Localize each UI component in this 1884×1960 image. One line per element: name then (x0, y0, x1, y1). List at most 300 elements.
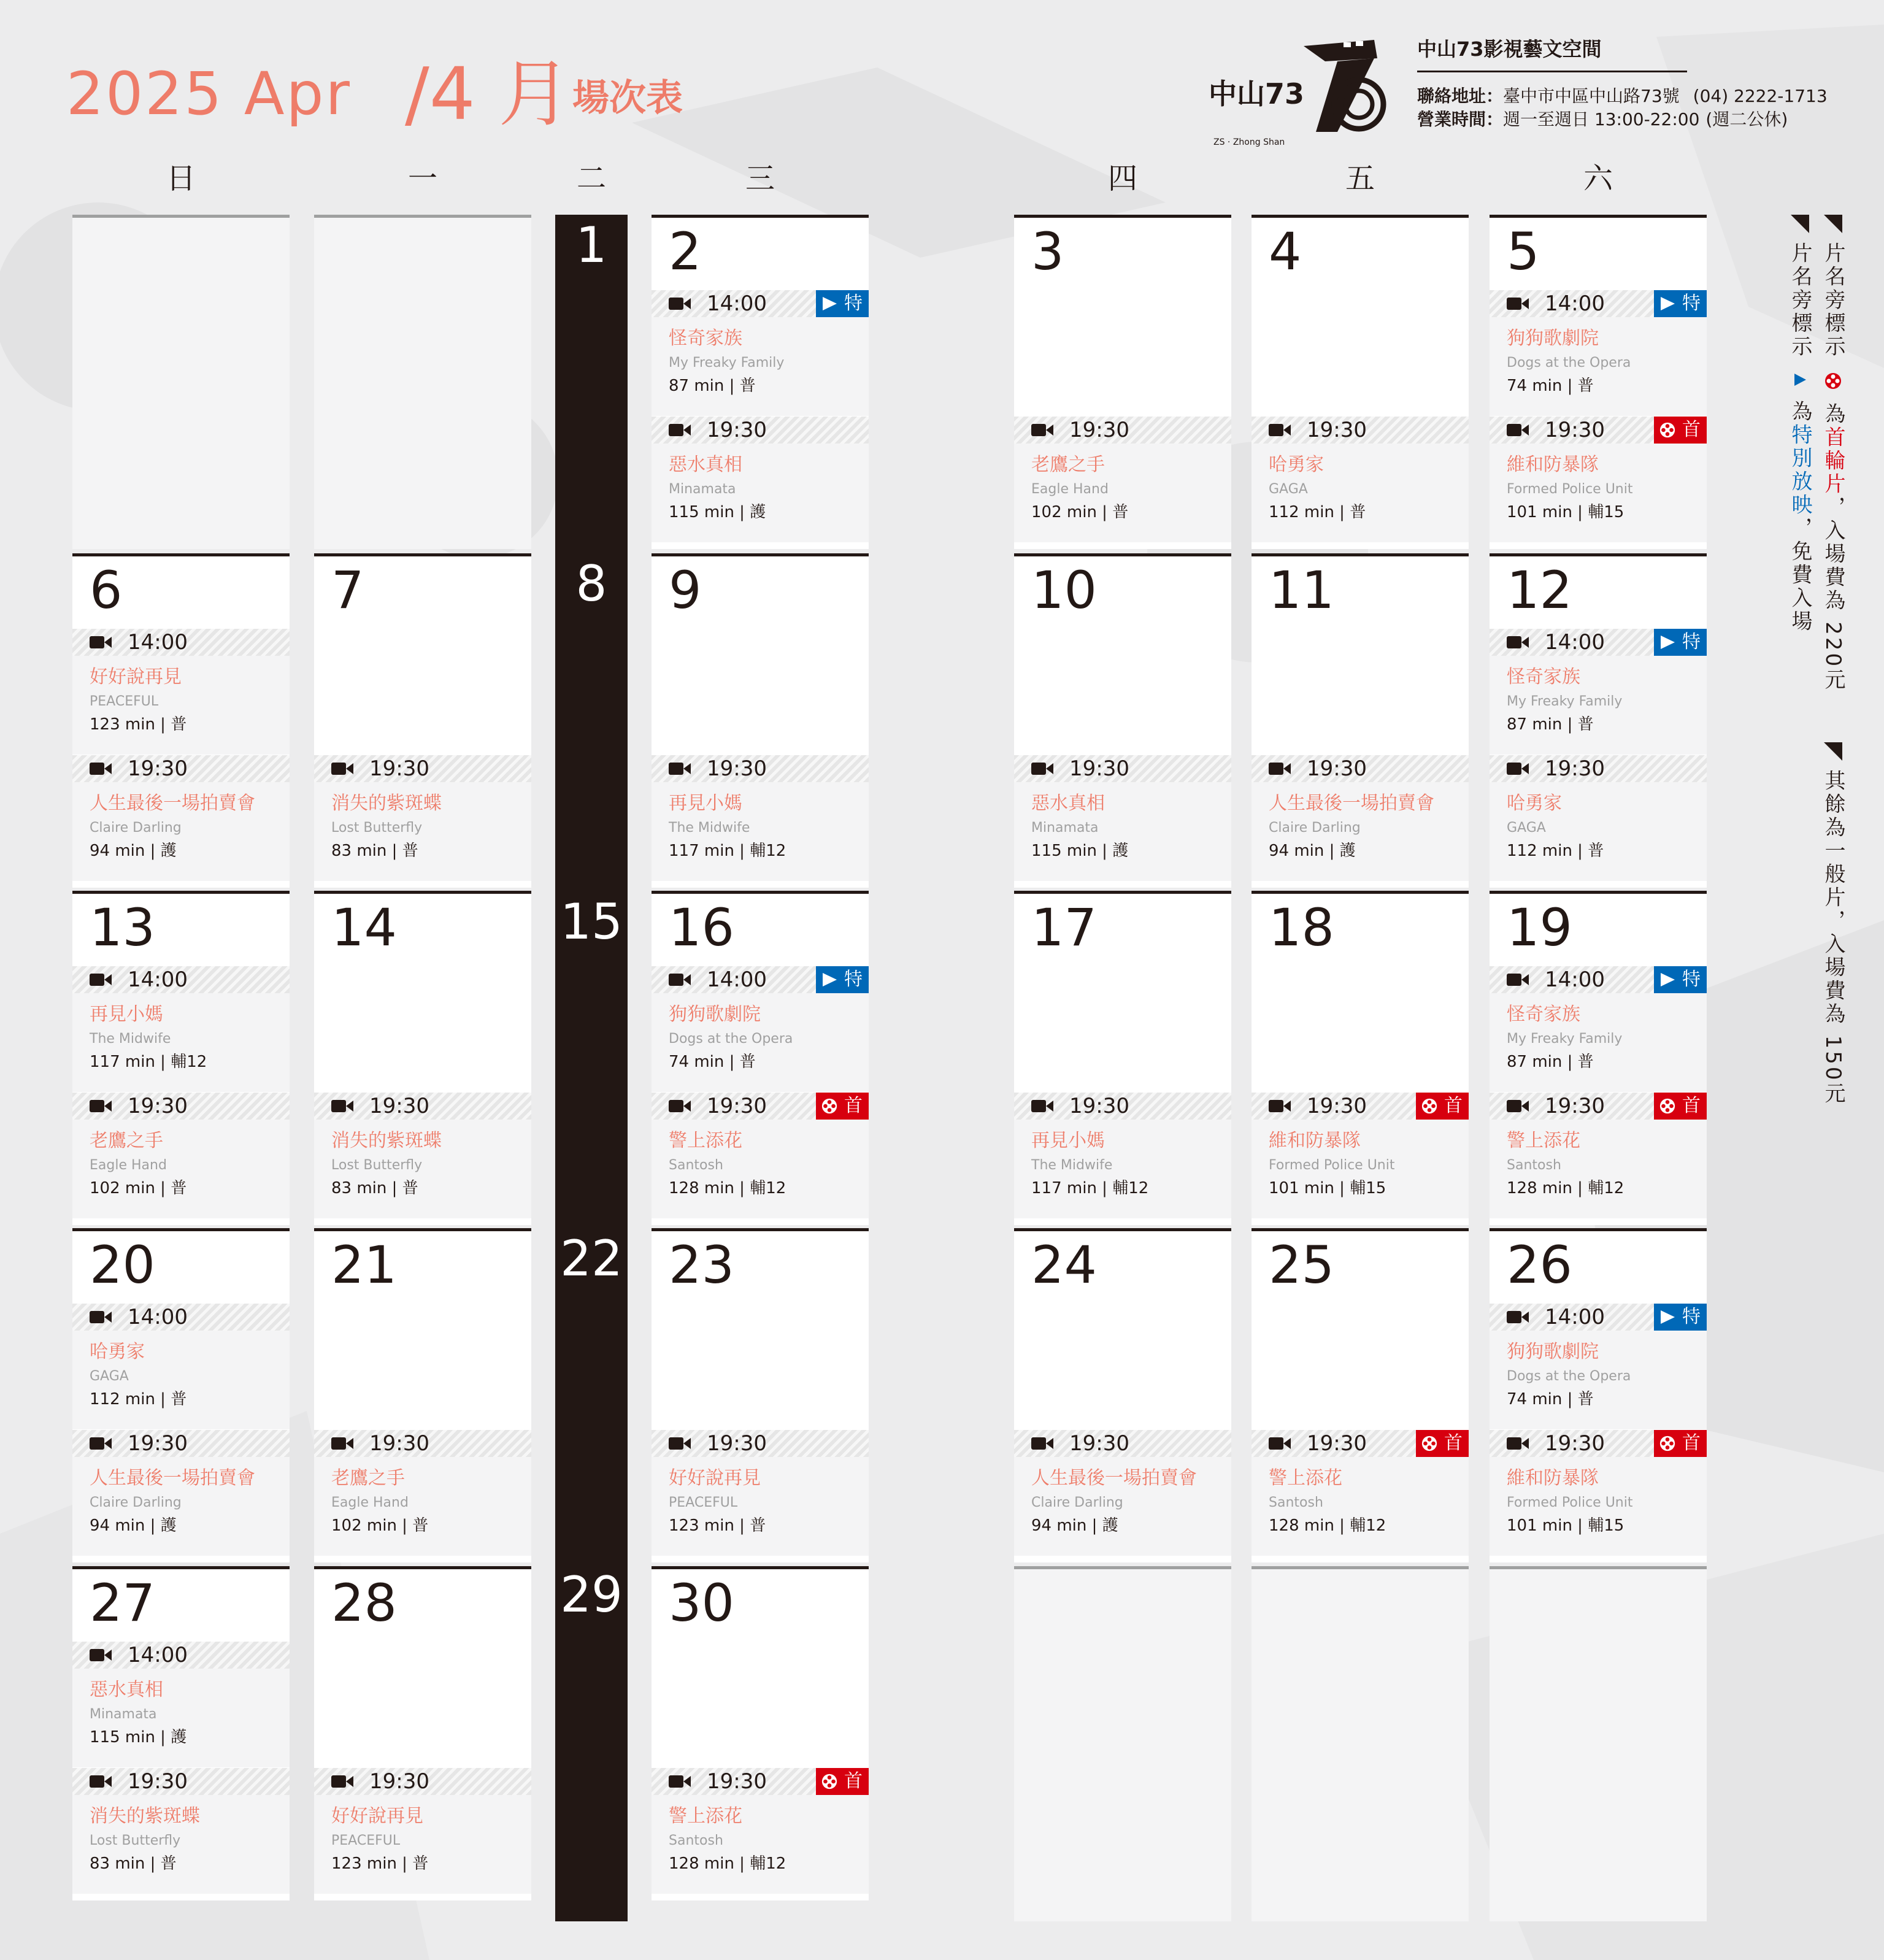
screening[interactable] (652, 966, 869, 1092)
time-bar (72, 755, 290, 782)
film-title-en: Santosh (669, 1833, 723, 1848)
tuesday-date: 22 (560, 1230, 623, 1287)
time-bar (652, 1768, 869, 1795)
logo-mark-icon (1301, 34, 1386, 138)
screening-time: 19:30 (707, 1094, 767, 1118)
screening[interactable] (314, 1430, 531, 1556)
day-cell (1490, 891, 1707, 1225)
video-camera-icon (90, 1647, 112, 1663)
screening[interactable] (1252, 1430, 1469, 1556)
film-title-zh: 維和防暴隊 (1507, 454, 1599, 475)
logo-text: 中山73 (1209, 77, 1305, 110)
time-bar (72, 1304, 290, 1331)
day-number: 30 (669, 1573, 734, 1633)
special-screening-badge: 特 (1654, 1304, 1707, 1331)
film-runtime-rating: 94 min | 護 (90, 1516, 177, 1535)
screening[interactable] (1490, 629, 1707, 755)
film-title-en: Claire Darling (90, 820, 182, 836)
first-run-badge: 首 (1416, 1430, 1469, 1457)
video-camera-icon (669, 422, 691, 438)
screening[interactable] (652, 290, 869, 416)
screening[interactable] (652, 1768, 869, 1894)
tuesday-date: 29 (560, 1566, 623, 1623)
film-reel-icon (821, 1773, 838, 1790)
screening-time: 14:00 (128, 967, 188, 992)
film-runtime-rating: 87 min | 普 (1507, 1053, 1594, 1071)
film-runtime-rating: 87 min | 普 (1507, 715, 1594, 734)
screening[interactable] (72, 755, 290, 881)
video-camera-icon (331, 761, 353, 777)
day-number: 9 (669, 560, 702, 620)
divider (1417, 71, 1687, 72)
time-bar (72, 1093, 290, 1120)
logo-subtext: ZS · Zhong Shan (1213, 137, 1285, 147)
film-title-en: GAGA (1269, 482, 1308, 497)
day-number: 25 (1269, 1235, 1334, 1295)
day-number: 7 (331, 560, 364, 620)
empty-day-cell (1490, 1566, 1707, 1921)
film-runtime-rating: 94 min | 護 (1031, 1516, 1118, 1535)
time-bar (1490, 1093, 1707, 1120)
screening[interactable] (1014, 1430, 1231, 1556)
film-runtime-rating: 123 min | 普 (331, 1854, 429, 1873)
screening[interactable] (652, 1093, 869, 1218)
day-cell (314, 553, 531, 888)
special-screening-badge: 特 (816, 966, 869, 993)
film-title-zh: 再見小媽 (1031, 1130, 1105, 1151)
screening[interactable] (72, 1304, 290, 1429)
screening-time: 19:30 (707, 1769, 767, 1794)
film-title-en: My Freaky Family (1507, 694, 1623, 709)
special-screening-badge: 特 (1654, 629, 1707, 656)
venue-name: 中山73影視藝文空間 (1417, 37, 1602, 61)
time-bar (1490, 755, 1707, 782)
film-title-en: Lost Butterfly (331, 820, 423, 836)
time-bar (1014, 1093, 1231, 1120)
screening-time: 19:30 (128, 1769, 188, 1794)
screening[interactable] (72, 1768, 290, 1894)
film-runtime-rating: 123 min | 普 (669, 1516, 766, 1535)
title-schedule: 場次表 (572, 77, 683, 120)
film-title-en: The Midwife (669, 820, 750, 836)
day-number: 11 (1269, 560, 1334, 620)
day-cell (72, 553, 290, 888)
film-title-zh: 老鷹之手 (90, 1130, 163, 1151)
screening[interactable] (1014, 417, 1231, 542)
weekday-sun: 日 (166, 161, 196, 196)
first-run-badge: 首 (1654, 1430, 1707, 1457)
weekday-sat: 六 (1583, 161, 1613, 196)
day-number: 16 (669, 897, 734, 958)
film-title-en: GAGA (1507, 820, 1546, 836)
film-title-zh: 警上添花 (669, 1130, 742, 1151)
screening-time: 14:00 (707, 967, 767, 992)
tuesday-date: 15 (560, 893, 623, 950)
time-bar (72, 1768, 290, 1795)
film-runtime-rating: 128 min | 輔12 (1507, 1179, 1624, 1197)
video-camera-icon (669, 1774, 691, 1789)
legend-special: 片名旁標示 為特別放映，免費入場 (1786, 215, 1814, 633)
film-runtime-rating: 74 min | 普 (669, 1053, 756, 1071)
film-title-zh: 好好說再見 (90, 666, 182, 688)
film-title-en: Dogs at the Opera (669, 1031, 793, 1047)
screening[interactable] (1490, 1430, 1707, 1556)
time-bar (652, 755, 869, 782)
film-title-en: Minamata (1031, 820, 1099, 836)
screening-time: 19:30 (1545, 1094, 1605, 1118)
play-icon (1659, 972, 1676, 988)
film-title-en: The Midwife (90, 1031, 171, 1047)
screening[interactable] (314, 1768, 531, 1894)
screening[interactable] (1490, 1093, 1707, 1218)
film-title-zh: 怪奇家族 (1507, 666, 1580, 688)
day-cell (1252, 553, 1469, 888)
screening-time: 19:30 (369, 1769, 429, 1794)
time-bar (1252, 1430, 1469, 1457)
time-bar (1490, 290, 1707, 317)
time-bar (1490, 966, 1707, 993)
film-title-en: Santosh (669, 1158, 723, 1173)
legend-general: 其餘為一般片，入場費為 150元 (1819, 742, 1847, 1106)
empty-day-cell (72, 215, 290, 549)
screening[interactable] (314, 1093, 531, 1218)
day-number: 13 (90, 897, 155, 958)
film-title-en: Formed Police Unit (1507, 1495, 1633, 1510)
day-cell (72, 1566, 290, 1900)
hours-label: 營業時間： (1417, 109, 1504, 129)
screening-time: 19:30 (1069, 418, 1129, 442)
time-bar (314, 1430, 531, 1457)
time-bar (1490, 417, 1707, 444)
video-camera-icon (331, 1098, 353, 1114)
film-title-zh: 好好說再見 (669, 1467, 761, 1489)
tuesday-date: 8 (575, 555, 607, 612)
screening[interactable] (314, 755, 531, 881)
day-number: 3 (1031, 221, 1064, 282)
film-title-zh: 惡水真相 (669, 454, 742, 475)
first-run-badge: 首 (1654, 417, 1707, 444)
screening[interactable] (1014, 755, 1231, 881)
screening[interactable] (72, 1642, 290, 1767)
weekday-thu: 四 (1107, 161, 1137, 196)
video-camera-icon (331, 1435, 353, 1451)
play-icon (1659, 296, 1676, 312)
video-camera-icon (1507, 422, 1529, 438)
film-reel-icon (1421, 1097, 1438, 1115)
film-title-zh: 哈勇家 (1269, 454, 1324, 475)
special-screening-badge: 特 (816, 290, 869, 317)
film-runtime-rating: 117 min | 輔12 (1031, 1179, 1149, 1197)
film-title-zh: 人生最後一場拍賣會 (1031, 1467, 1197, 1489)
day-cell (314, 891, 531, 1225)
film-title-zh: 哈勇家 (90, 1341, 145, 1362)
screening[interactable] (72, 966, 290, 1092)
address-row (1417, 85, 1828, 108)
screening-time: 19:30 (1545, 756, 1605, 781)
film-title-en: Eagle Hand (90, 1158, 167, 1173)
video-camera-icon (90, 1309, 112, 1325)
film-runtime-rating: 102 min | 普 (90, 1179, 187, 1197)
film-title-zh: 怪奇家族 (1507, 1004, 1580, 1025)
screening[interactable] (72, 629, 290, 755)
screening[interactable] (652, 755, 869, 881)
video-camera-icon (90, 972, 112, 988)
legend-first-run: 片名旁標示 為首輪片，入場費為 220元 (1819, 215, 1847, 692)
first-run-badge: 首 (1416, 1093, 1469, 1120)
screening-time: 19:30 (1307, 756, 1367, 781)
film-title-zh: 維和防暴隊 (1269, 1130, 1361, 1151)
play-icon (1659, 1309, 1676, 1325)
play-icon (821, 296, 838, 312)
day-cell (652, 1566, 869, 1900)
film-runtime-rating: 112 min | 普 (1269, 503, 1366, 521)
screening[interactable] (1490, 417, 1707, 542)
empty-day-cell (1252, 1566, 1469, 1921)
play-icon (821, 972, 838, 988)
hours-row (1417, 108, 1828, 131)
screening-time: 19:30 (1307, 1094, 1367, 1118)
film-title-zh: 惡水真相 (1031, 793, 1105, 814)
video-camera-icon (669, 1435, 691, 1451)
video-camera-icon (1507, 634, 1529, 650)
film-title-en: My Freaky Family (1507, 1031, 1623, 1047)
video-camera-icon (1507, 972, 1529, 988)
film-title-en: Eagle Hand (1031, 482, 1109, 497)
screening-time: 14:00 (1545, 630, 1605, 655)
day-number: 14 (331, 897, 397, 958)
empty-day-cell (314, 215, 531, 549)
weekday-tue: 二 (576, 161, 606, 196)
screening-time: 19:30 (707, 756, 767, 781)
film-reel-icon (821, 1097, 838, 1115)
day-cell (1014, 553, 1231, 888)
screening-time: 19:30 (1069, 756, 1129, 781)
film-title-zh: 狗狗歌劇院 (1507, 328, 1599, 349)
time-bar (314, 755, 531, 782)
film-title-en: Santosh (1269, 1495, 1323, 1510)
screening[interactable] (1252, 755, 1469, 881)
time-bar (1252, 417, 1469, 444)
screening-time: 19:30 (1545, 418, 1605, 442)
film-title-zh: 警上添花 (1507, 1130, 1580, 1151)
film-title-zh: 好好說再見 (331, 1805, 423, 1827)
film-title-en: PEACEFUL (669, 1495, 738, 1510)
video-camera-icon (669, 761, 691, 777)
weekday-fri: 五 (1345, 161, 1375, 196)
day-cell (72, 1228, 290, 1562)
film-title-zh: 老鷹之手 (331, 1467, 405, 1489)
screening[interactable] (1252, 417, 1469, 542)
video-camera-icon (669, 972, 691, 988)
day-number: 20 (90, 1235, 155, 1295)
film-title-zh: 惡水真相 (90, 1679, 163, 1701)
video-camera-icon (1031, 1098, 1053, 1114)
tuesday-closed-column (555, 215, 628, 1921)
video-camera-icon (90, 634, 112, 650)
film-runtime-rating: 83 min | 普 (331, 1179, 418, 1197)
film-title-en: PEACEFUL (90, 694, 159, 709)
screening-time: 14:00 (128, 1643, 188, 1667)
film-title-en: Dogs at the Opera (1507, 355, 1631, 371)
video-camera-icon (331, 1774, 353, 1789)
screening[interactable] (1252, 1093, 1469, 1218)
screening-time: 19:30 (128, 1094, 188, 1118)
day-cell (652, 1228, 869, 1562)
venue-info (1417, 34, 1828, 131)
film-title-en: Claire Darling (1269, 820, 1361, 836)
screening[interactable] (1490, 966, 1707, 1092)
video-camera-icon (1269, 1098, 1291, 1114)
screening[interactable] (652, 1430, 869, 1556)
closed-day: (週二公休) (1705, 109, 1788, 129)
video-camera-icon (90, 1435, 112, 1451)
film-title-zh: 狗狗歌劇院 (1507, 1341, 1599, 1362)
day-cell (314, 1228, 531, 1562)
screening-time: 19:30 (369, 756, 429, 781)
video-camera-icon (1031, 761, 1053, 777)
video-camera-icon (1507, 1309, 1529, 1325)
title-year-month: 2025 Apr (66, 60, 352, 128)
film-runtime-rating: 128 min | 輔12 (1269, 1516, 1386, 1535)
time-bar (314, 1768, 531, 1795)
screening[interactable] (72, 1430, 290, 1556)
time-bar (1490, 1430, 1707, 1457)
film-runtime-rating: 117 min | 輔12 (90, 1053, 207, 1071)
film-runtime-rating: 83 min | 普 (331, 842, 418, 860)
special-screening-badge: 特 (1654, 966, 1707, 993)
film-title-zh: 再見小媽 (669, 793, 742, 814)
film-runtime-rating: 115 min | 護 (1031, 842, 1129, 860)
weekday-wed: 三 (745, 161, 775, 196)
day-number: 4 (1269, 221, 1302, 282)
film-title-en: Lost Butterfly (90, 1833, 181, 1848)
screening-time: 19:30 (1307, 1431, 1367, 1456)
film-title-zh: 警上添花 (669, 1805, 742, 1827)
film-title-en: Lost Butterfly (331, 1158, 423, 1173)
screening-time: 14:00 (1545, 1305, 1605, 1329)
film-title-zh: 再見小媽 (90, 1004, 163, 1025)
film-title-zh: 消失的紫斑蝶 (331, 1130, 442, 1151)
film-reel-icon (1824, 372, 1842, 390)
video-camera-icon (1269, 761, 1291, 777)
day-number: 6 (90, 560, 123, 620)
film-runtime-rating: 115 min | 護 (90, 1728, 187, 1747)
video-camera-icon (1507, 296, 1529, 312)
film-runtime-rating: 102 min | 普 (331, 1516, 429, 1535)
film-title-en: Formed Police Unit (1269, 1158, 1395, 1173)
video-camera-icon (1031, 422, 1053, 438)
day-cell (652, 891, 869, 1225)
time-bar (652, 417, 869, 444)
day-number: 18 (1269, 897, 1334, 958)
film-reel-icon (1659, 421, 1676, 439)
video-camera-icon (1031, 1435, 1053, 1451)
film-title-en: The Midwife (1031, 1158, 1113, 1173)
screening-time: 19:30 (707, 1431, 767, 1456)
film-title-zh: 人生最後一場拍賣會 (90, 1467, 255, 1489)
day-cell (72, 891, 290, 1225)
day-number: 24 (1031, 1235, 1097, 1295)
first-run-badge: 首 (816, 1093, 869, 1120)
film-runtime-rating: 112 min | 普 (1507, 842, 1604, 860)
film-runtime-rating: 83 min | 普 (90, 1854, 177, 1873)
film-title-zh: 人生最後一場拍賣會 (1269, 793, 1434, 814)
legend (1782, 215, 1862, 1106)
film-title-zh: 怪奇家族 (669, 328, 742, 349)
screening[interactable] (1490, 1304, 1707, 1429)
day-cell (1490, 1228, 1707, 1562)
film-title-en: Claire Darling (1031, 1495, 1123, 1510)
screening[interactable] (1490, 755, 1707, 881)
film-title-en: GAGA (90, 1369, 129, 1384)
screening-time: 19:30 (369, 1094, 429, 1118)
video-camera-icon (90, 761, 112, 777)
time-bar (652, 290, 869, 317)
time-bar (652, 966, 869, 993)
screening[interactable] (1490, 290, 1707, 416)
video-camera-icon (669, 296, 691, 312)
video-camera-icon (1269, 422, 1291, 438)
time-bar (72, 966, 290, 993)
special-screening-badge: 特 (1654, 290, 1707, 317)
screening[interactable] (652, 417, 869, 542)
play-icon (1792, 372, 1808, 388)
screening-time: 19:30 (707, 418, 767, 442)
screening-time: 19:30 (128, 756, 188, 781)
time-bar (652, 1430, 869, 1457)
screening-time: 14:00 (128, 630, 188, 655)
film-runtime-rating: 94 min | 護 (90, 842, 177, 860)
film-runtime-rating: 74 min | 普 (1507, 1390, 1594, 1409)
empty-day-cell (1014, 1566, 1231, 1921)
film-reel-icon (1421, 1435, 1438, 1452)
screening[interactable] (1014, 1093, 1231, 1218)
film-runtime-rating: 74 min | 普 (1507, 377, 1594, 395)
screening-time: 19:30 (1545, 1431, 1605, 1456)
film-runtime-rating: 101 min | 輔15 (1507, 1516, 1624, 1535)
screening-time: 19:30 (1069, 1431, 1129, 1456)
screening-time: 14:00 (1545, 967, 1605, 992)
film-runtime-rating: 123 min | 普 (90, 715, 187, 734)
film-title-en: Eagle Hand (331, 1495, 409, 1510)
day-number: 21 (331, 1235, 397, 1295)
video-camera-icon (90, 1098, 112, 1114)
screening[interactable] (72, 1093, 290, 1218)
day-number: 17 (1031, 897, 1097, 958)
film-runtime-rating: 94 min | 護 (1269, 842, 1356, 860)
day-number: 5 (1507, 221, 1540, 282)
day-cell (1252, 1228, 1469, 1562)
video-camera-icon (1507, 1435, 1529, 1451)
screening-time: 14:00 (707, 291, 767, 316)
video-camera-icon (1507, 1098, 1529, 1114)
day-number: 23 (669, 1235, 734, 1295)
film-title-en: Santosh (1507, 1158, 1561, 1173)
film-title-zh: 狗狗歌劇院 (669, 1004, 761, 1025)
film-reel-icon (1659, 1097, 1676, 1115)
video-camera-icon (1507, 761, 1529, 777)
film-runtime-rating: 115 min | 護 (669, 503, 766, 521)
film-title-zh: 消失的紫斑蝶 (90, 1805, 200, 1827)
day-cell (1252, 891, 1469, 1225)
film-runtime-rating: 102 min | 普 (1031, 503, 1129, 521)
film-title-zh: 維和防暴隊 (1507, 1467, 1599, 1489)
day-cell (1014, 1228, 1231, 1562)
screening-time: 19:30 (1069, 1094, 1129, 1118)
film-title-en: Minamata (90, 1707, 157, 1722)
film-runtime-rating: 101 min | 輔15 (1269, 1179, 1386, 1197)
venue-logo (1209, 34, 1386, 147)
